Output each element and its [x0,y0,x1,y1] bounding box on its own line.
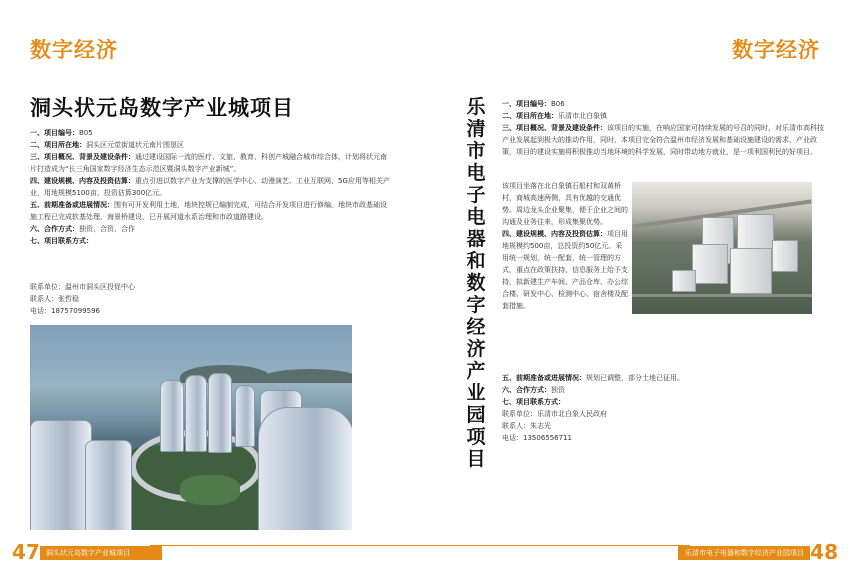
info-item: 六、合作方式：独资 [502,386,565,394]
vertical-title-char: 清 [466,118,486,140]
vertical-title-char: 电 [466,162,486,184]
section-heading: 数字经济 [732,38,820,62]
vertical-title-char: 济 [466,338,486,360]
info-item: 七、项目联系方式： [30,237,93,245]
section-heading: 数字经济 [30,38,118,62]
contact-unit: 联系单位：乐清市北白象人民政府 [502,410,607,418]
footer-label: 洞头状元岛数字产业城项目 [40,546,162,560]
page-number: 48 [810,540,838,564]
page-number: 47 [12,540,40,564]
footer-rule [150,545,425,546]
vertical-title-char: 子 [466,184,486,206]
vertical-title-char: 市 [466,140,486,162]
info-item: 四、建设规模、内容及投资估算：项目用地规模约500亩，总投资约50亿元。采用统一规划，统一配套，统一管理的方式，重点在政策扶持、信息服务上给予支持，拟新建生产车间、产品仓库、办公综合楼、研发中心、检测中心、宿舍楼及配套措施。 [502,230,628,310]
vertical-title-char: 项 [466,426,486,448]
vertical-title-char: 字 [466,294,486,316]
contact-person: 联系人：张哲稳 [30,295,79,303]
contact-phone: 电话：18757099596 [30,307,100,315]
info-item: 五、前期准备或进展情况：规划已调整，部分土地已征用。 [502,374,684,382]
info-item: 四、建设规模、内容及投资估算：重点引进以数字产业为支撑的医学中心、动漫演艺、工业互联网、5G应用等相关产业，用地规模5100亩，投资估算300亿元。 [30,177,390,197]
vertical-title-char: 器 [466,228,486,250]
info-item: 五、前期准备或进展情况：围有可开发利用土地，地块控规已编制完成，可结合开发项目进行修编。地块市政基础设施工程已完成软基处理、海景桥建设，已开展河道水系治理和市政道路建设。 [30,201,387,221]
vertical-title-char: 目 [466,448,486,470]
project-rendering-image [632,182,812,314]
info-item: 三、项目概况、背景及建设条件：通过建设国际一流的医疗、文旅、教育、科创产城融合城市综合体，计划将状元南片打造成为“长三角国家数字经济生态示范区暨洞头数字产业新城”。 [30,153,387,173]
vertical-title-char: 乐 [466,96,486,118]
project-info-bottom [502,372,824,444]
footer-rule [425,545,690,546]
vertical-title-char: 业 [466,382,486,404]
vertical-title-char: 和 [466,250,486,272]
project-info [502,98,824,158]
vertical-title-char: 经 [466,316,486,338]
info-item: 一、项目编号：B06 [502,100,565,108]
vertical-title-char: 产 [466,360,486,382]
info-item: 二、项目所在地：洞头区元觉街道状元南片围垦区 [30,141,184,149]
project-info [30,127,390,247]
contact-unit: 联系单位：温州市洞头区投促中心 [30,283,135,291]
project-title: 洞头状元岛数字产业城项目 [30,96,294,120]
info-item: 三、项目概况、背景及建设条件：该项目的实施，在响应国家可持续发展的号召的同时，对乐清市高科技产业发展起到极大的推动作用，同时，本项目完全符合温州市经济发展和基础设施建设的需求。产业政策，项目的建设实施将积极推动当地环境的科学发展，同时带动地方就业，是一项利国利民的好项目。 [502,124,824,156]
vertical-project-title [463,96,489,470]
contact-phone: 电话：13506556711 [502,434,572,442]
info-item: 该项目坐落在北白象镇石船村和双黄桥村，商城高速两侧，具有优越的交通优势。周边龙头企业聚集，便于企业之间的沟通及业务往来，形成集聚优势。 [502,182,628,226]
page-footer [425,540,850,566]
vertical-title-char: 数 [466,272,486,294]
project-rendering-image [30,325,352,530]
info-item: 六、合作方式：独资、合资、合作 [30,225,135,233]
project-info-narrow [502,180,628,312]
vertical-title-char: 园 [466,404,486,426]
contact-block [30,281,330,317]
page-footer [0,540,425,566]
vertical-title-char: 电 [466,206,486,228]
footer-label: 乐清市电子电器和数字经济产业园项目 [678,546,810,560]
info-item: 二、项目所在地：乐清市北白象镇 [502,112,607,120]
info-item: 七、项目联系方式： [502,398,565,406]
contact-person: 联系人：朱志光 [502,422,551,430]
info-item: 一、项目编号：B05 [30,129,93,137]
